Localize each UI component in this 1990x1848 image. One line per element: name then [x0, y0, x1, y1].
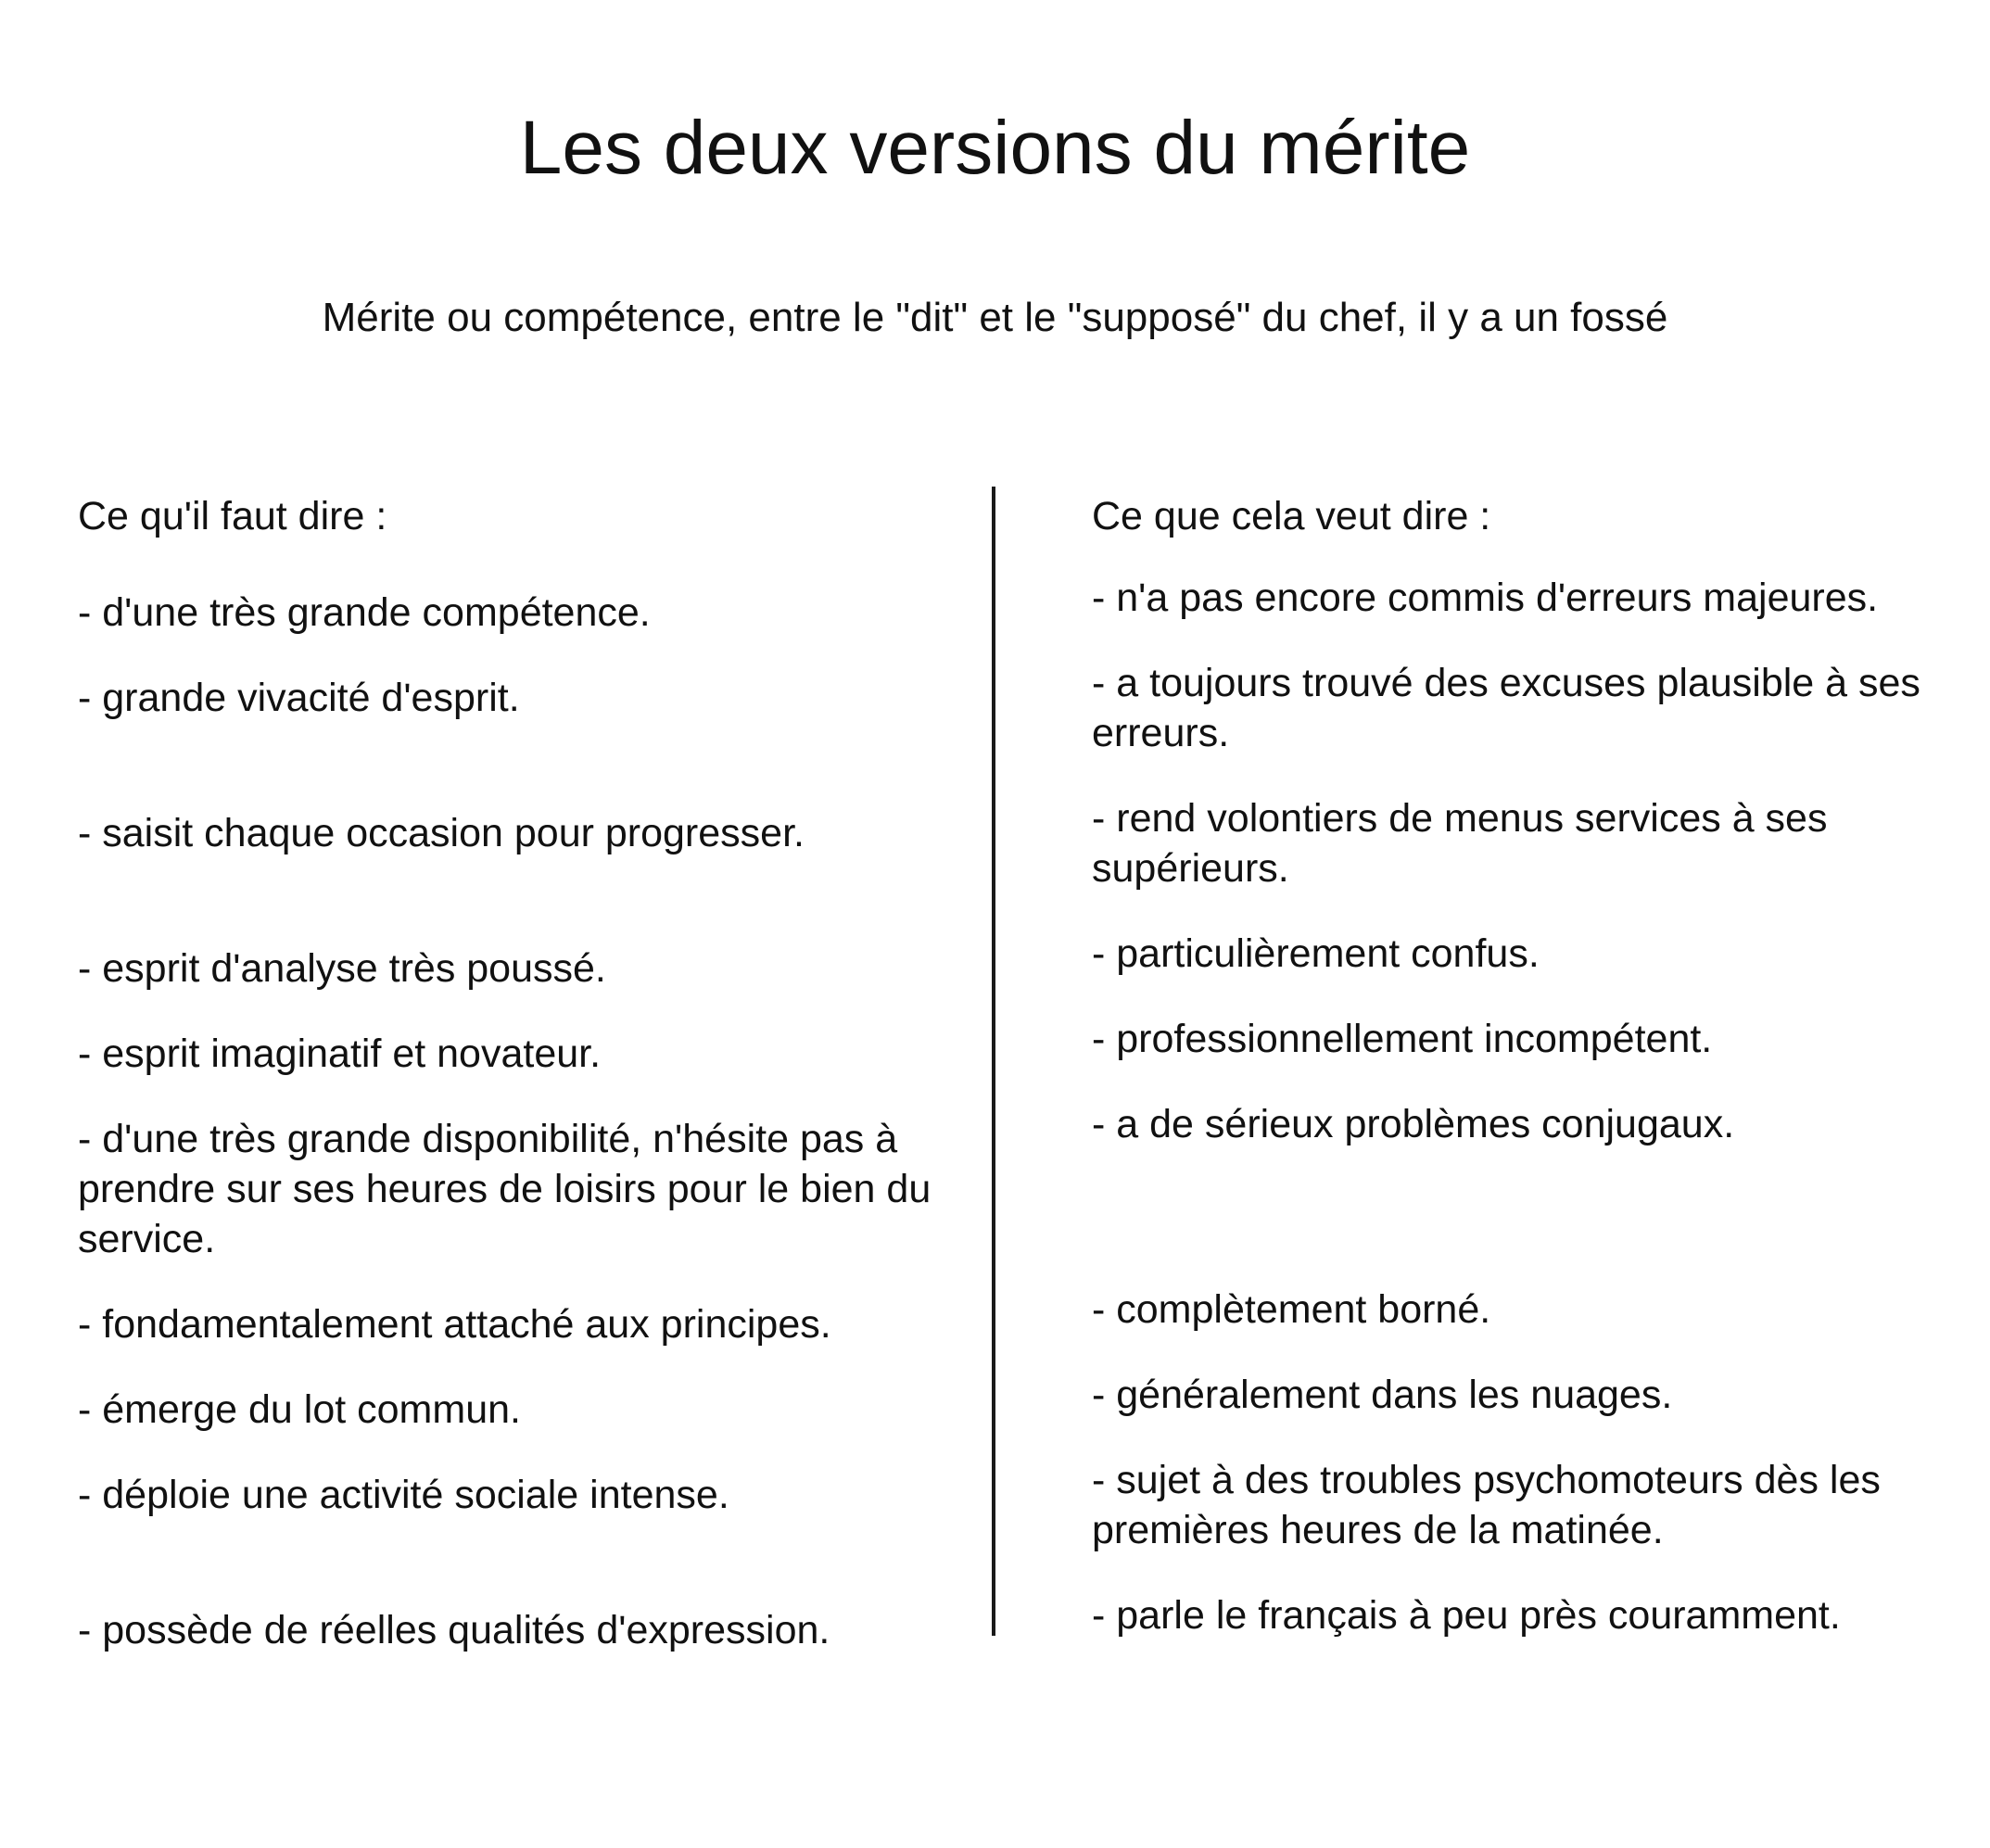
- left-list-item: - émerge du lot commun.: [78, 1387, 521, 1432]
- right-list-item: - a toujours trouvé des excuses plausible à ses erreurs.: [1092, 661, 1920, 755]
- left-list-item: - grande vivacité d'esprit.: [78, 676, 520, 720]
- right-list-item: - professionnellement incompétent.: [1092, 1017, 1713, 1061]
- right-list-item: - rend volontiers de menus services à ses supérieurs.: [1092, 796, 1828, 891]
- left-list-item: - esprit imaginatif et novateur.: [78, 1032, 602, 1076]
- left-column-heading: Ce qu'il faut dire :: [78, 494, 387, 538]
- left-list-item: - possède de réelles qualités d'expression.: [78, 1608, 830, 1652]
- left-list-item: - d'une très grande compétence.: [78, 590, 651, 635]
- left-list-item: - d'une très grande disponibilité, n'hésite pas à prendre sur ses heures de loisirs pour le bien du service.: [78, 1117, 932, 1261]
- left-list-item: - déploie une activité sociale intense.: [78, 1473, 729, 1517]
- column-divider: [992, 487, 995, 1636]
- right-list-item: - n'a pas encore commis d'erreurs majeures.: [1092, 576, 1879, 620]
- page-title: Les deux versions du mérite: [519, 106, 1471, 190]
- right-list-item: - particulièrement confus.: [1092, 931, 1540, 976]
- right-list-item: - complètement borné.: [1092, 1287, 1491, 1332]
- left-list-item: - esprit d'analyse très poussé.: [78, 946, 606, 991]
- left-list-item: - saisit chaque occasion pour progresser.: [78, 811, 805, 855]
- left-list-item: - fondamentalement attaché aux principes.: [78, 1302, 831, 1347]
- right-list-item: - sujet à des troubles psychomoteurs dès les premières heures de la matinée.: [1092, 1458, 1881, 1552]
- right-list-item: - parle le français à peu près couramment.: [1092, 1593, 1841, 1638]
- right-column-heading: Ce que cela veut dire :: [1092, 494, 1491, 538]
- right-list-item: - a de sérieux problèmes conjugaux.: [1092, 1102, 1735, 1146]
- page-subtitle: Mérite ou compétence, entre le "dit" et le "supposé" du chef, il y a un fossé: [322, 295, 1668, 340]
- right-list-item: - généralement dans les nuages.: [1092, 1373, 1673, 1417]
